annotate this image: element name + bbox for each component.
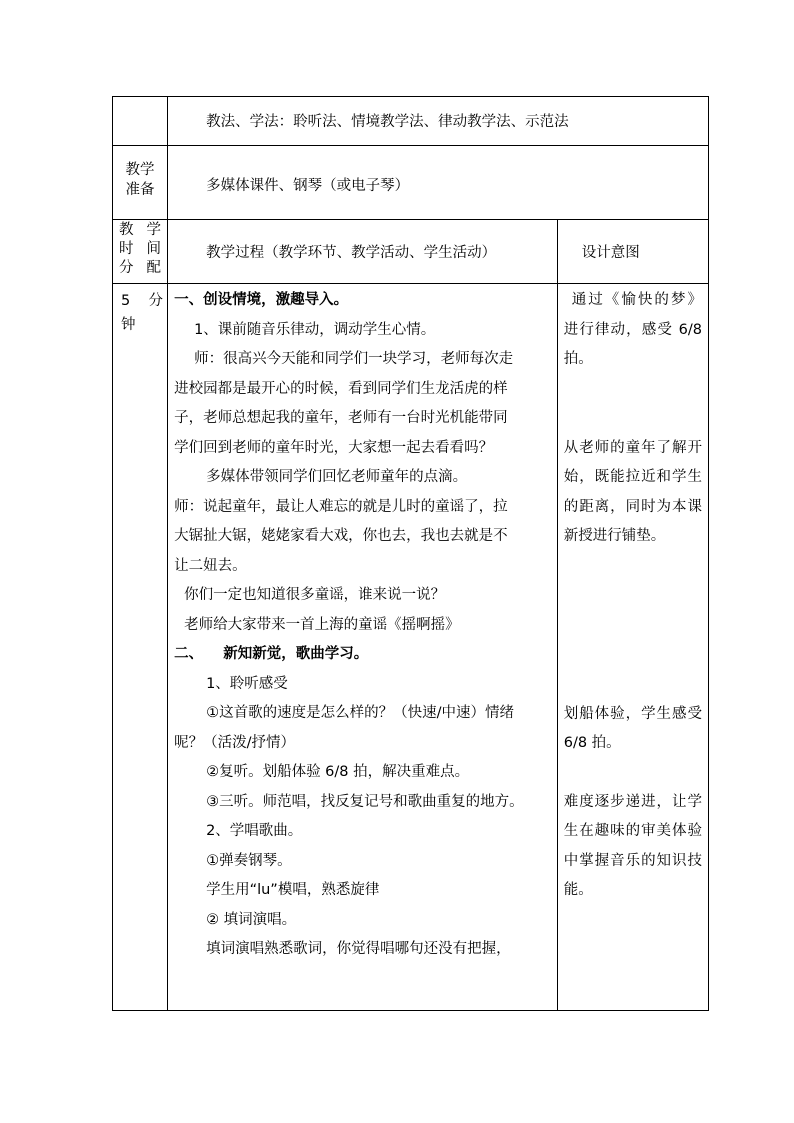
head-label-line3: 分 配 bbox=[119, 260, 161, 276]
process-line: 让二妞去。 bbox=[174, 557, 247, 574]
prep-label-line2: 准备 bbox=[125, 182, 155, 198]
process-line: 1、课前随音乐律动，调动学生心情。 bbox=[194, 321, 436, 338]
content-row bbox=[113, 284, 709, 1011]
process-line: 进校园都是最开心的时候，看到同学们生龙活虎的样 bbox=[174, 380, 508, 397]
time-line1: 5 分 bbox=[121, 293, 163, 309]
design-note: 通过《愉快的梦》进行律动，感受 6/8 拍。 bbox=[563, 292, 702, 367]
process-line: 1、聆听感受 bbox=[206, 675, 288, 692]
design-header bbox=[557, 220, 708, 284]
empty-label-cell bbox=[113, 97, 168, 146]
teaching-prep-row bbox=[113, 146, 709, 220]
design-note: 划船体验，学生感受 6/8 拍。 bbox=[563, 705, 702, 751]
section-heading: 一、创设情境，激趣导入。 bbox=[174, 292, 349, 308]
prep-content-cell bbox=[168, 146, 709, 220]
prep-label-cell bbox=[113, 146, 168, 220]
design-cell bbox=[557, 284, 708, 1011]
process-line: ② 填词演唱。 bbox=[206, 911, 297, 928]
process-line: ②复听。划船体验 6/8 拍，解决重难点。 bbox=[206, 764, 470, 780]
process-line: ①这首歌的速度是怎么样的？（快速/中速）情绪 bbox=[206, 705, 514, 721]
prep-text: 多媒体课件、钢琴（或电子琴） bbox=[206, 178, 410, 194]
head-label-line1: 教 学 bbox=[119, 222, 161, 238]
teaching-method-row bbox=[113, 97, 709, 146]
design-note: 从老师的童年了解开始，既能拉近和学生的距离，同时为本课新授进行铺垫。 bbox=[563, 439, 702, 544]
section-heading: 二、 新知新觉，歌曲学习。 bbox=[174, 646, 369, 662]
teaching-method-cell bbox=[168, 97, 709, 146]
process-cell bbox=[168, 284, 558, 1011]
prep-label-line1: 教学 bbox=[125, 162, 155, 178]
process-header bbox=[168, 220, 558, 284]
design-note: 难度逐步递进，让学生在趣味的审美体验中掌握音乐的知识技能。 bbox=[563, 793, 702, 898]
process-line: 2、学唱歌曲。 bbox=[206, 823, 303, 839]
lesson-plan-table bbox=[112, 96, 709, 1011]
process-line: 你们一定也知道很多童谣，谁来说一说？ bbox=[184, 587, 446, 603]
design-header-text: 设计意图 bbox=[581, 245, 640, 261]
process-line: 大锯扯大锯，姥姥家看大戏，你也去，我也去就是不 bbox=[174, 528, 508, 544]
process-line: 老师给大家带来一首上海的童谣《摇啊摇》 bbox=[184, 616, 460, 633]
time-allocation-header bbox=[113, 220, 168, 284]
process-line: 呢？（活泼/抒情） bbox=[174, 734, 295, 751]
process-line: 多媒体带领同学们回忆老师童年的点滴。 bbox=[206, 469, 468, 485]
teaching-method-text: 教法、学法：聆听法、情境教学法、律动教学法、示范法 bbox=[206, 114, 569, 130]
process-line: 学们回到老师的童年时光，大家想一起去看看吗？ bbox=[174, 439, 494, 456]
process-header-text: 教学过程（教学环节、教学活动、学生活动） bbox=[206, 245, 497, 261]
process-line: ③三听。师范唱，找反复记号和歌曲重复的地方。 bbox=[206, 793, 524, 810]
head-label-line2: 时 间 bbox=[119, 241, 161, 257]
process-line: 师：说起童年，最让人难忘的就是儿时的童谣了，拉 bbox=[174, 498, 508, 515]
time-line2: 钟 bbox=[121, 317, 136, 333]
process-line: ①弹奏钢琴。 bbox=[206, 852, 292, 869]
header-row bbox=[113, 220, 709, 284]
process-line: 填词演唱熟悉歌词，你觉得唱哪句还没有把握， bbox=[206, 941, 511, 957]
time-cell bbox=[113, 284, 168, 1011]
process-line: 学生用“lu”模唱，熟悉旋律 bbox=[206, 882, 380, 898]
process-line: 师：很高兴今天能和同学们一块学习，老师每次走 bbox=[194, 351, 514, 367]
process-line: 子，老师总想起我的童年，老师有一台时光机能带同 bbox=[174, 410, 508, 426]
